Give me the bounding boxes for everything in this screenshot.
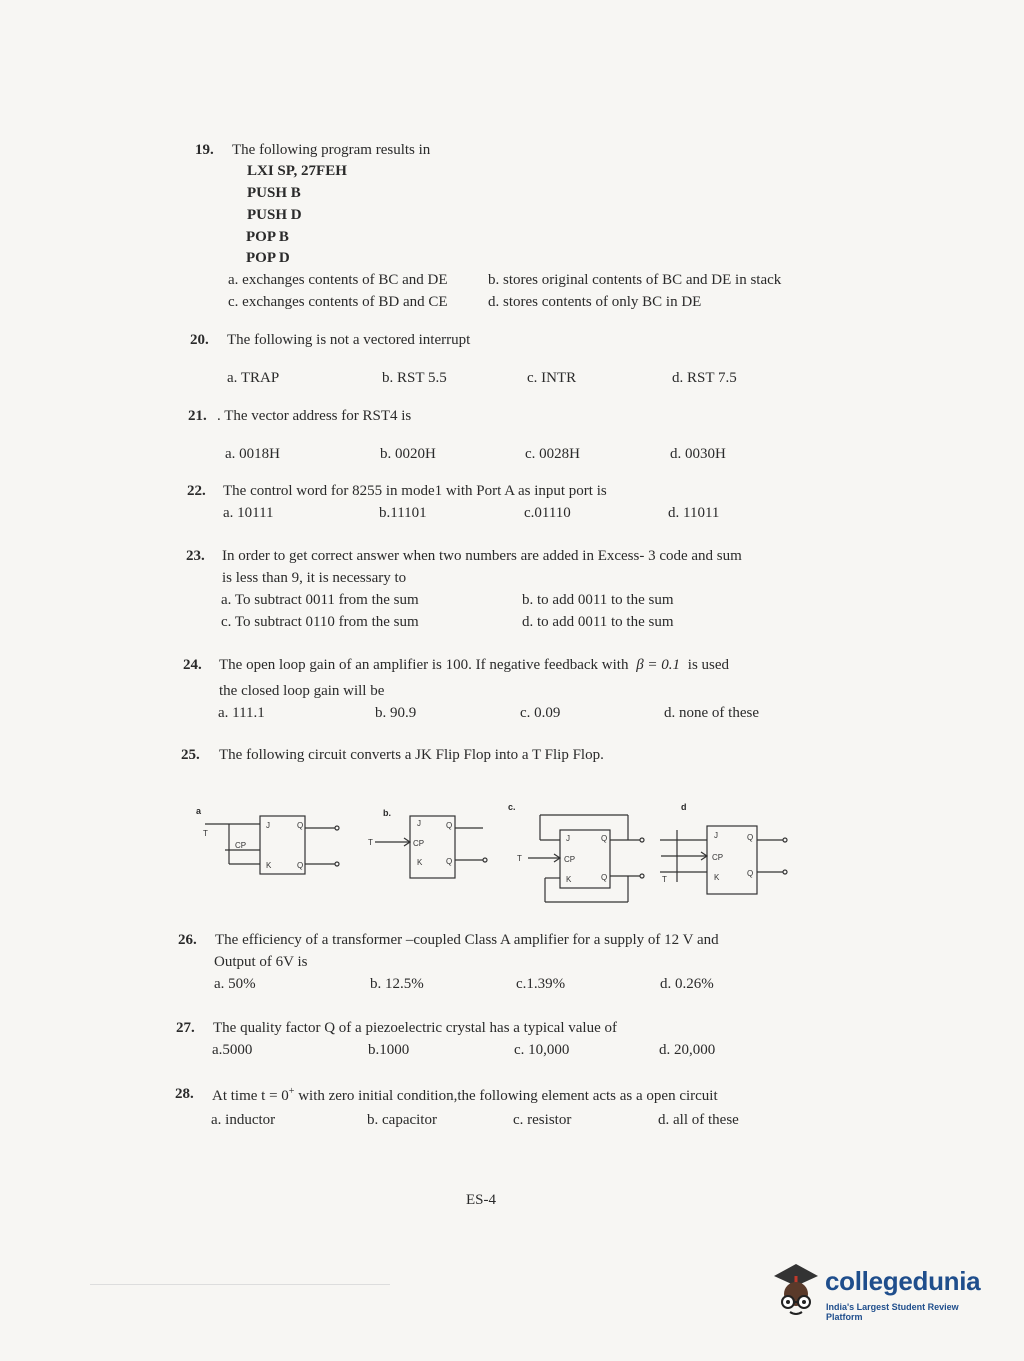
- footer-divider: [90, 1284, 390, 1285]
- question-20-option-c: c. INTR: [527, 370, 577, 386]
- question-26-option-b: b. 12.5%: [370, 976, 424, 992]
- svg-text:T: T: [368, 838, 373, 847]
- question-27-option-c: c. 10,000: [514, 1042, 570, 1058]
- question-23-option-d: d. to add 0011 to the sum: [522, 614, 674, 630]
- svg-text:CP: CP: [712, 853, 724, 862]
- question-19-option-a: a. exchanges contents of BC and DE: [228, 272, 448, 288]
- svg-text:J: J: [714, 831, 718, 840]
- svg-text:Q: Q: [446, 857, 453, 866]
- question-23-option-b: b. to add 0011 to the sum: [522, 592, 674, 608]
- brand-tagline: India's Largest Student Review Platform: [826, 1302, 959, 1322]
- question-27-text: The quality factor Q of a piezoelectric crystal has a typical value of: [213, 1020, 617, 1036]
- question-19-option-b: b. stores original contents of BC and DE in stack: [488, 272, 782, 288]
- svg-text:J: J: [266, 821, 270, 830]
- question-19-text: The following program results in: [232, 142, 431, 158]
- question-21-option-c: c. 0028H: [525, 446, 580, 462]
- svg-text:K: K: [714, 873, 720, 882]
- svg-text:Q: Q: [601, 873, 608, 882]
- question-23-number: 23.: [186, 548, 205, 564]
- svg-text:J: J: [417, 819, 421, 828]
- question-27-number: 27.: [176, 1020, 195, 1036]
- question-24-text-end: is used: [687, 657, 730, 673]
- circuit-c: [517, 815, 644, 902]
- question-27-option-a: a.5000: [212, 1042, 253, 1058]
- svg-text:Q: Q: [747, 833, 754, 842]
- question-23-option-a: a. To subtract 0011 from the sum: [221, 592, 419, 608]
- question-21-option-d: d. 0030H: [670, 446, 726, 462]
- question-19-number: 19.: [195, 142, 214, 158]
- question-21-text: . The vector address for RST4 is: [217, 408, 412, 424]
- question-26-option-a: a. 50%: [214, 976, 256, 992]
- svg-text:Q: Q: [601, 834, 608, 843]
- question-20-option-d: d. RST 7.5: [672, 370, 737, 386]
- question-22-option-a: a. 10111: [223, 505, 274, 521]
- svg-text:Q: Q: [446, 821, 453, 830]
- question-24-option-d: d. none of these: [664, 705, 759, 721]
- question-26-number: 26.: [178, 932, 197, 948]
- question-22-text: The control word for 8255 in mode1 with Port A as input port is: [223, 483, 607, 499]
- question-23-text-line2: is less than 9, it is necessary to: [222, 570, 407, 586]
- question-21-number: 21.: [188, 408, 207, 424]
- question-24-number: 24.: [183, 657, 202, 673]
- circuit-d: [660, 826, 787, 894]
- question-21-option-b: b. 0020H: [380, 446, 436, 462]
- question-28-number: 28.: [175, 1086, 194, 1102]
- question-26-option-c: c.1.39%: [516, 976, 566, 992]
- question-19-code-line: PUSH D: [247, 207, 302, 223]
- question-19-code-line: LXI SP, 27FEH: [247, 163, 347, 179]
- question-24-option-a: a. 111.1: [218, 705, 265, 721]
- jk-to-t-circuits-diagram: [195, 810, 795, 915]
- circuit-a: [203, 816, 339, 874]
- question-22-number: 22.: [187, 483, 206, 499]
- svg-text:K: K: [417, 858, 423, 867]
- question-27-option-d: d. 20,000: [659, 1042, 716, 1058]
- circuit-b-label: b.: [383, 808, 391, 818]
- question-28-option-a: a. inductor: [211, 1112, 276, 1128]
- svg-text:J: J: [566, 834, 570, 843]
- question-24-beta: β = 0.1: [636, 657, 681, 673]
- mascot-icon: [770, 1258, 822, 1320]
- question-19-option-d: d. stores contents of only BC in DE: [488, 294, 702, 310]
- question-22-option-d: d. 11011: [668, 505, 720, 521]
- question-28-superscript: +: [288, 1086, 295, 1097]
- svg-text:T: T: [517, 854, 522, 863]
- question-20-option-a: a. TRAP: [227, 370, 280, 386]
- question-28-option-c: c. resistor: [513, 1112, 572, 1128]
- svg-text:T: T: [662, 875, 667, 884]
- svg-text:Q: Q: [297, 821, 304, 830]
- question-26-option-d: d. 0.26%: [660, 976, 714, 992]
- svg-text:Q: Q: [747, 869, 754, 878]
- brand-name: collegedunia: [825, 1266, 981, 1296]
- question-24-option-b: b. 90.9: [375, 705, 417, 721]
- question-22-option-b: b.11101: [379, 505, 427, 521]
- svg-text:K: K: [266, 861, 272, 870]
- question-23-option-c: c. To subtract 0110 from the sum: [221, 614, 419, 630]
- question-20-text: The following is not a vectored interrupt: [227, 332, 471, 348]
- question-21-option-a: a. 0018H: [225, 446, 280, 462]
- question-28-option-d: d. all of these: [658, 1112, 739, 1128]
- question-24-text-line2: the closed loop gain will be: [219, 683, 385, 699]
- question-24-text-line1: [219, 657, 729, 674]
- question-24-text-start: The open loop gain of an amplifier is 100. If negative feedback with: [219, 657, 629, 673]
- question-22-option-c: c.01110: [524, 505, 571, 521]
- svg-text:Q: Q: [297, 861, 304, 870]
- question-28-text-pre: At time t = 0: [212, 1088, 289, 1104]
- svg-text:CP: CP: [564, 855, 576, 864]
- question-19-code-line: POP B: [246, 229, 289, 245]
- question-26-text-line1: The efficiency of a transformer –coupled Class A amplifier for a supply of 12 V and: [215, 932, 719, 948]
- question-20-number: 20.: [190, 332, 209, 348]
- question-23-text-line1: In order to get correct answer when two numbers are added in Excess- 3 code and sum: [222, 548, 742, 564]
- question-20-option-b: b. RST 5.5: [382, 370, 447, 386]
- question-26-text-line2: Output of 6V is: [214, 954, 308, 970]
- question-19-code-line: POP D: [246, 250, 290, 266]
- question-28-option-b: b. capacitor: [367, 1112, 437, 1128]
- question-28-text-post: with zero initial condition,the following element acts as a open circuit: [294, 1088, 718, 1104]
- question-19-code-line: PUSH B: [247, 185, 301, 201]
- circuit-a-label: a: [196, 806, 202, 816]
- svg-text:T: T: [203, 829, 208, 838]
- question-28-text: [212, 1086, 718, 1105]
- circuit-c-label: c.: [508, 802, 516, 812]
- svg-text:K: K: [566, 875, 572, 884]
- question-24-option-c: c. 0.09: [520, 705, 561, 721]
- question-19-option-c: c. exchanges contents of BD and CE: [228, 294, 448, 310]
- circuit-b: [368, 816, 487, 878]
- page-code: ES-4: [466, 1192, 496, 1208]
- svg-text:CP: CP: [413, 839, 425, 848]
- question-27-option-b: b.1000: [368, 1042, 410, 1058]
- collegedunia-logo: [770, 1258, 995, 1328]
- svg-text:CP: CP: [235, 841, 247, 850]
- question-25-number: 25.: [181, 747, 200, 763]
- circuit-d-label: d: [681, 802, 687, 812]
- question-25-text: The following circuit converts a JK Flip Flop into a T Flip Flop.: [219, 747, 604, 763]
